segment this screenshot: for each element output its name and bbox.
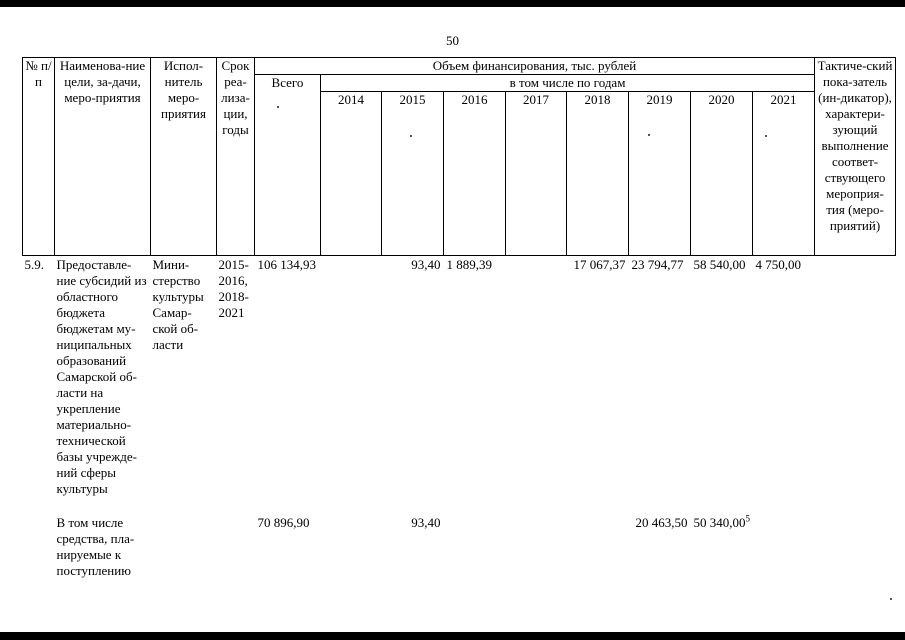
row-indicator (815, 256, 896, 499)
header-year-2018: 2018 (567, 92, 629, 256)
scan-speck (765, 135, 767, 137)
row-2019: 20 463,50 (635, 515, 688, 530)
row-2018 (567, 514, 629, 580)
row-num: 5.9. (24, 257, 44, 272)
row-num (23, 514, 55, 580)
row-2016: 1 889,39 (446, 257, 492, 272)
header-indicator: Тактиче-ский пока-затель (ин-дикатор), характери-зующий выполнение соответ-ствующего мероприя-тия (меро-приятий) (815, 58, 896, 256)
row-total: 70 896,90 (257, 515, 310, 530)
header-num: № п/п (23, 58, 55, 256)
row-2018: 17 067,37 (573, 257, 626, 272)
row-2015: 93,40 (411, 515, 441, 530)
row-2021 (753, 514, 815, 580)
header-total: Всего (255, 75, 321, 256)
row-2016 (444, 514, 506, 580)
table-row (23, 256, 896, 499)
row-2020: 58 540,00 (693, 257, 746, 272)
header-year-2017: 2017 (506, 92, 567, 256)
row-term (217, 514, 255, 580)
scan-bottom-border (0, 632, 905, 640)
row-executor (151, 514, 217, 580)
row-2017 (506, 514, 567, 580)
row-indicator (815, 514, 896, 580)
row-name: В том числе средства, пла-нируемые к поступлению (56, 515, 135, 578)
header-year-2021: 2021 (753, 92, 815, 256)
header-year-2019: 2019 (629, 92, 691, 256)
scan-speck (277, 106, 279, 108)
scan-speck (648, 134, 650, 136)
footnote-mark: 5 (745, 514, 750, 524)
header-term: Срок реа-лиза-ции, годы (217, 58, 255, 256)
header-year-2020: 2020 (691, 92, 753, 256)
row-name: Предоставле-ние субсидий из областного бюджета бюджетам му-ниципальных образований Самарской об-ласти на укрепление материально-технической базы учрежде-ний сферы культуры (56, 257, 147, 496)
header-year-2015: 2015 (382, 92, 444, 256)
row-2017 (506, 256, 567, 499)
row-2015: 93,40 (411, 257, 441, 272)
row-executor: Мини-стерство культуры Самар-ской об-ласти (152, 257, 204, 352)
row-2019: 23 794,77 (631, 257, 684, 272)
scan-speck (890, 598, 892, 600)
header-year-2016: 2016 (444, 92, 506, 256)
header-financing: Объем финансирования, тыс. рублей (255, 58, 815, 75)
scan-speck (410, 135, 412, 137)
row-2020 (691, 514, 753, 580)
header-year-2014: 2014 (321, 92, 382, 256)
scan-top-border (0, 0, 905, 7)
header-name: Наименова-ние цели, за-дачи, меро-приятия (55, 58, 151, 256)
header-executor: Испол-нитель меро-приятия (151, 58, 217, 256)
row-total: 106 134,93 (257, 257, 316, 272)
page-number: 50 (446, 33, 459, 48)
header-by-years: в том числе по годам (321, 75, 815, 92)
row-2014 (321, 514, 382, 580)
row-2021: 4 750,00 (755, 257, 801, 272)
row-term: 2015-2016, 2018-2021 (218, 257, 249, 320)
row-2020-value: 50 340,00 (693, 515, 746, 530)
row-2014 (321, 256, 382, 499)
table-row (23, 514, 896, 580)
